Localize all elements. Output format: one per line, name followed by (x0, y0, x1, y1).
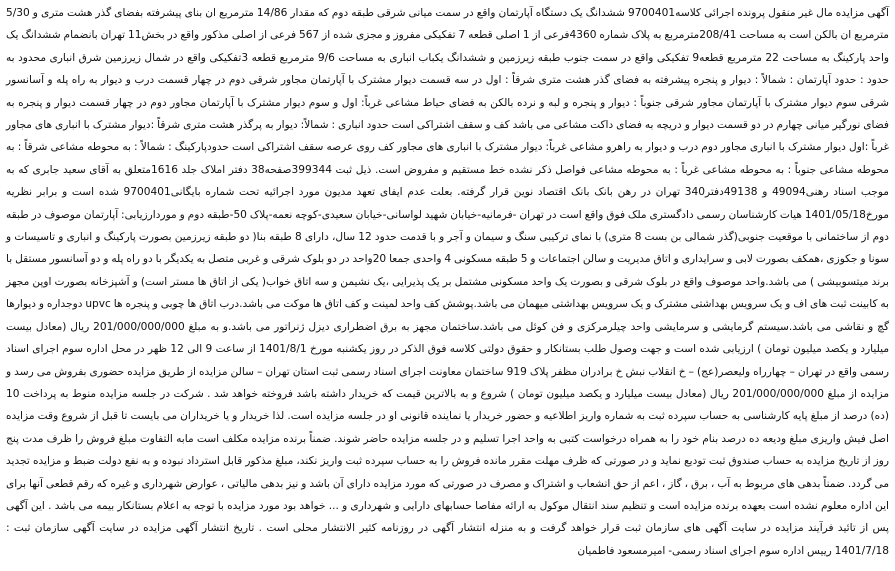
auction-notice-text: آگهی مزایده مال غیر منقول پرونده اجرائی کلاسه9700401 ششدانگ یک دستگاه آپارتمان واقع در سمت میانی شرقی طبقه دوم که مقدار 14/86 مترمربع ان بنای پیشرفته بفضای گذر هشت متری و 5/30 مترمربع ان بالکن است به مساحت 208/41مترمربع به پلاک شماره 4360فرعی از 1 اصلی قطعه 7 تفکیکی مفروز و مجزی شده از 567 فرعی از اصلی مذکور واقع در بخش11 تهران بانضمام ششدانگ یک واحد پارکینگ به مساحت 22 مترمربع قطعه9 تفکیکی واقع در سمت جنوب طبقه زیرزمین و ششدانگ یکباب انباری به مساحت 9/6 مترمربع قطعه 3تفکیکی واقع در شمال زیرزمین شرق انباری محدود به حدود : حدود آپارتمان : شمالاً : دیوار و پنجره پیشرفته به فضای گذر هشت متری شرقاً : اول در سه قسمت دیوار مشترک با آپارتمان مجاور شرقی دوم در چهار قسمت درب و دیوار به راه پله و آسانسور شرقی سوم دیوار مشترک با آپارتمان مجاور شرقی جنوباً : دیوار و پنجره و لبه و نرده بالکن به فضای حیاط مشاعی غرباً: اول و سوم دیوار مشترک با آپارتمان مجاور دوم در چهار قسمت دیوار و پنجره به فضای نورگیر میانی چهارم در دو قسمت دیوار و دریچه به فضای داکت مشاعی می باشد کف و سقف اشتراکی است حدود انباری : شمالاً: دیوار به پرگذر هشت متری شرقاً :دیوار مشترک با انباری های مجاور غرباً :اول دیوار مشترک با انباری مجاور دوم درب و دیوار به راهرو مشاعی غرباً: دیوار مشترک با انباری های مجاور کف روی عرصه سقف اشتراکی است حدودپارکینگ : شمالاً : به محوطه مشاعی شرقاً : به محوطه مشاعی جنوباً : به محوطه مشاعی غرباً : به محوطه مشاعی فواصل ذکر نشده خط مستقیم و مفروض است. ذیل ثبت 399344صفحه38 دفتر املاک جلد 1616متعلق به آقای سعید جابری که به موجب اسناد رهنی49094 و 49138دفتر340 تهران در رهن بانک بانک اقتصاد نوین قرار گرفته. بعلت عدم ایفای تعهد مدیون مورد اجرائیه تحت شماره بایگانی9700401 شده است و برابر نظریه مورخ1401/05/18 هیات کارشناسان رسمی دادگستری ملک فوق واقع است در تهران -فرمانیه-خیابان شهید لواسانی-خیابان سعیدی-کوچه نعمه-پلاک 50-طبقه دوم و موردارزیابی: آپارتمان موصوف در طبقه دوم از ساختمانی با موقعیت جنوبی(گذر شمالی بن بست 8 متری) با نمای ترکیبی سنگ و سیمان و آجر و با قدمت حدود 12 سال، دارای 8 طبقه بنا( دو طبقه زیرزمین بصورت پارکینگ و انباری و تاسیسات و سونا و جکوزی ،همکف بصورت لابی و سرایداری و اتاق مدیریت و سالن اجتماعات و 5 طبقه مسکونی 4 واحدی جمعا 20واحد در دو بلوک شرقی و غربی متصل به یکدیگر با دو راه پله و دو آسانسور مستقل با برند میتسوبیشی ) می باشد.واحد موصوف واقع در بلوک شرقی و بصورت یک واحد مسکونی مشتمل بر یک پذیرایی ،یک نشیمن و سه اتاق خواب( یکی از اتاق ها مستر است) و آشپزخانه بصورت اوپن مجهز به کابینت ثبت های اف و یک سرویس بهداشتی مشترک و یک سرویس بهداشتی میهمان می باشد.پوشش کف واحد لمینت و کف اتاق ها موکت می باشد.درب اتاق ها چوبی و پنجره ها upvc دوجداره و دیوارها گچ و نقاشی می باشد.سیستم گرمایشی و سرمایشی واحد چیلرمرکزی و فن کوئل می باشد.ساختمان مجهز به برق اضطراری دیزل ژنراتور می باشد.و به مبلغ 201/000/000/000 ریال (معادل بیست میلیارد و یکصد میلیون تومان ) ارزیابی شده است و جهت وصول طلب بستانکار و حقوق دولتی کلاسه فوق الذکر در روز یکشنبه مورخ 1401/8/1 از ساعت 9 الی 12 ظهر در محل اداره سوم اجرای اسناد رسمی واقع در تهران – چهارراه ولیعصر(عج) – خ انقلاب نبش خ برادران مظفر پلاک 919 ساختمان معاونت اجرای اسناد رسمی ثبت استان تهران – سالن مزایده از طریق مزایده حضوری بفروش می رسد و مزایده از مبلغ 201/000/000/000 ریال (معادل بیست میلیارد و یکصد میلیون تومان ) شروع و به بالاترین قیمت که خریدار داشته باشد فروخته خواهد شد . شرکت در جلسه مزایده منوط به پرداخت 10 (ده) درصد از مبلغ پایه کارشناسی به حساب سپرده ثبت به شماره واریز اطلاعیه و حضور خریدار یا نماینده قانونی او در جلسه مزایده است. لذا خریدار و یا خریداران می بایست تا قبل از شروع وقت مزایده اصل فیش واریزی مبلغ ودیعه ده درصد بنام خود را به همراه درخواست کتبی به واحد اجرا تسلیم و در جلسه مزایده حاضر شوند. ضمناً برنده مزایده مکلف است مابه التفاوت مبلغ فروش را ظرف مدت پنج روز از تاریخ مزایده به حساب صندوق ثبت تودیع نماید و در صورتی که ظرف مهلت مقرر مانده فروش را به حساب سپرده ثبت واریز نکند، مبلغ مذکور قابل استرداد نبوده و به نفع دولت ضبط و مزایده تجدید می گردد. ضمناً بدهی های مربوط به آب ، برق ، گاز ، اعم از حق انشعاب و اشتراک و مصرف در صورتی که مورد مزایده دارای آن باشد و نیز بدهی مالیاتی ، عوارض شهرداری و غیره که رقم قطعی آنها برای این اداره معلوم نشده است بعهده برنده مزایده است و تنظیم سند انتقال موکول به ارائه مفاصا حسابهای دارایی و شهرداری و ... خواهد بود مورد مزایده با توجه به اعلام بستانکار بیمه می باشد . این آگهی پس از تائید فرآیند مزایده در سایت آگهی های سازمان ثبت قرار خواهد گرفت و به منزله انتشار آگهی در روزنامه کثیر الانتشار محلی است . تاریخ انتشار آگهی مزایده در سایت آگهی سازمان ثبت : 1401/7/18 رییس اداره سوم اجرای اسناد رسمی- امیرمسعود فاطمیان (6, 7, 890, 557)
